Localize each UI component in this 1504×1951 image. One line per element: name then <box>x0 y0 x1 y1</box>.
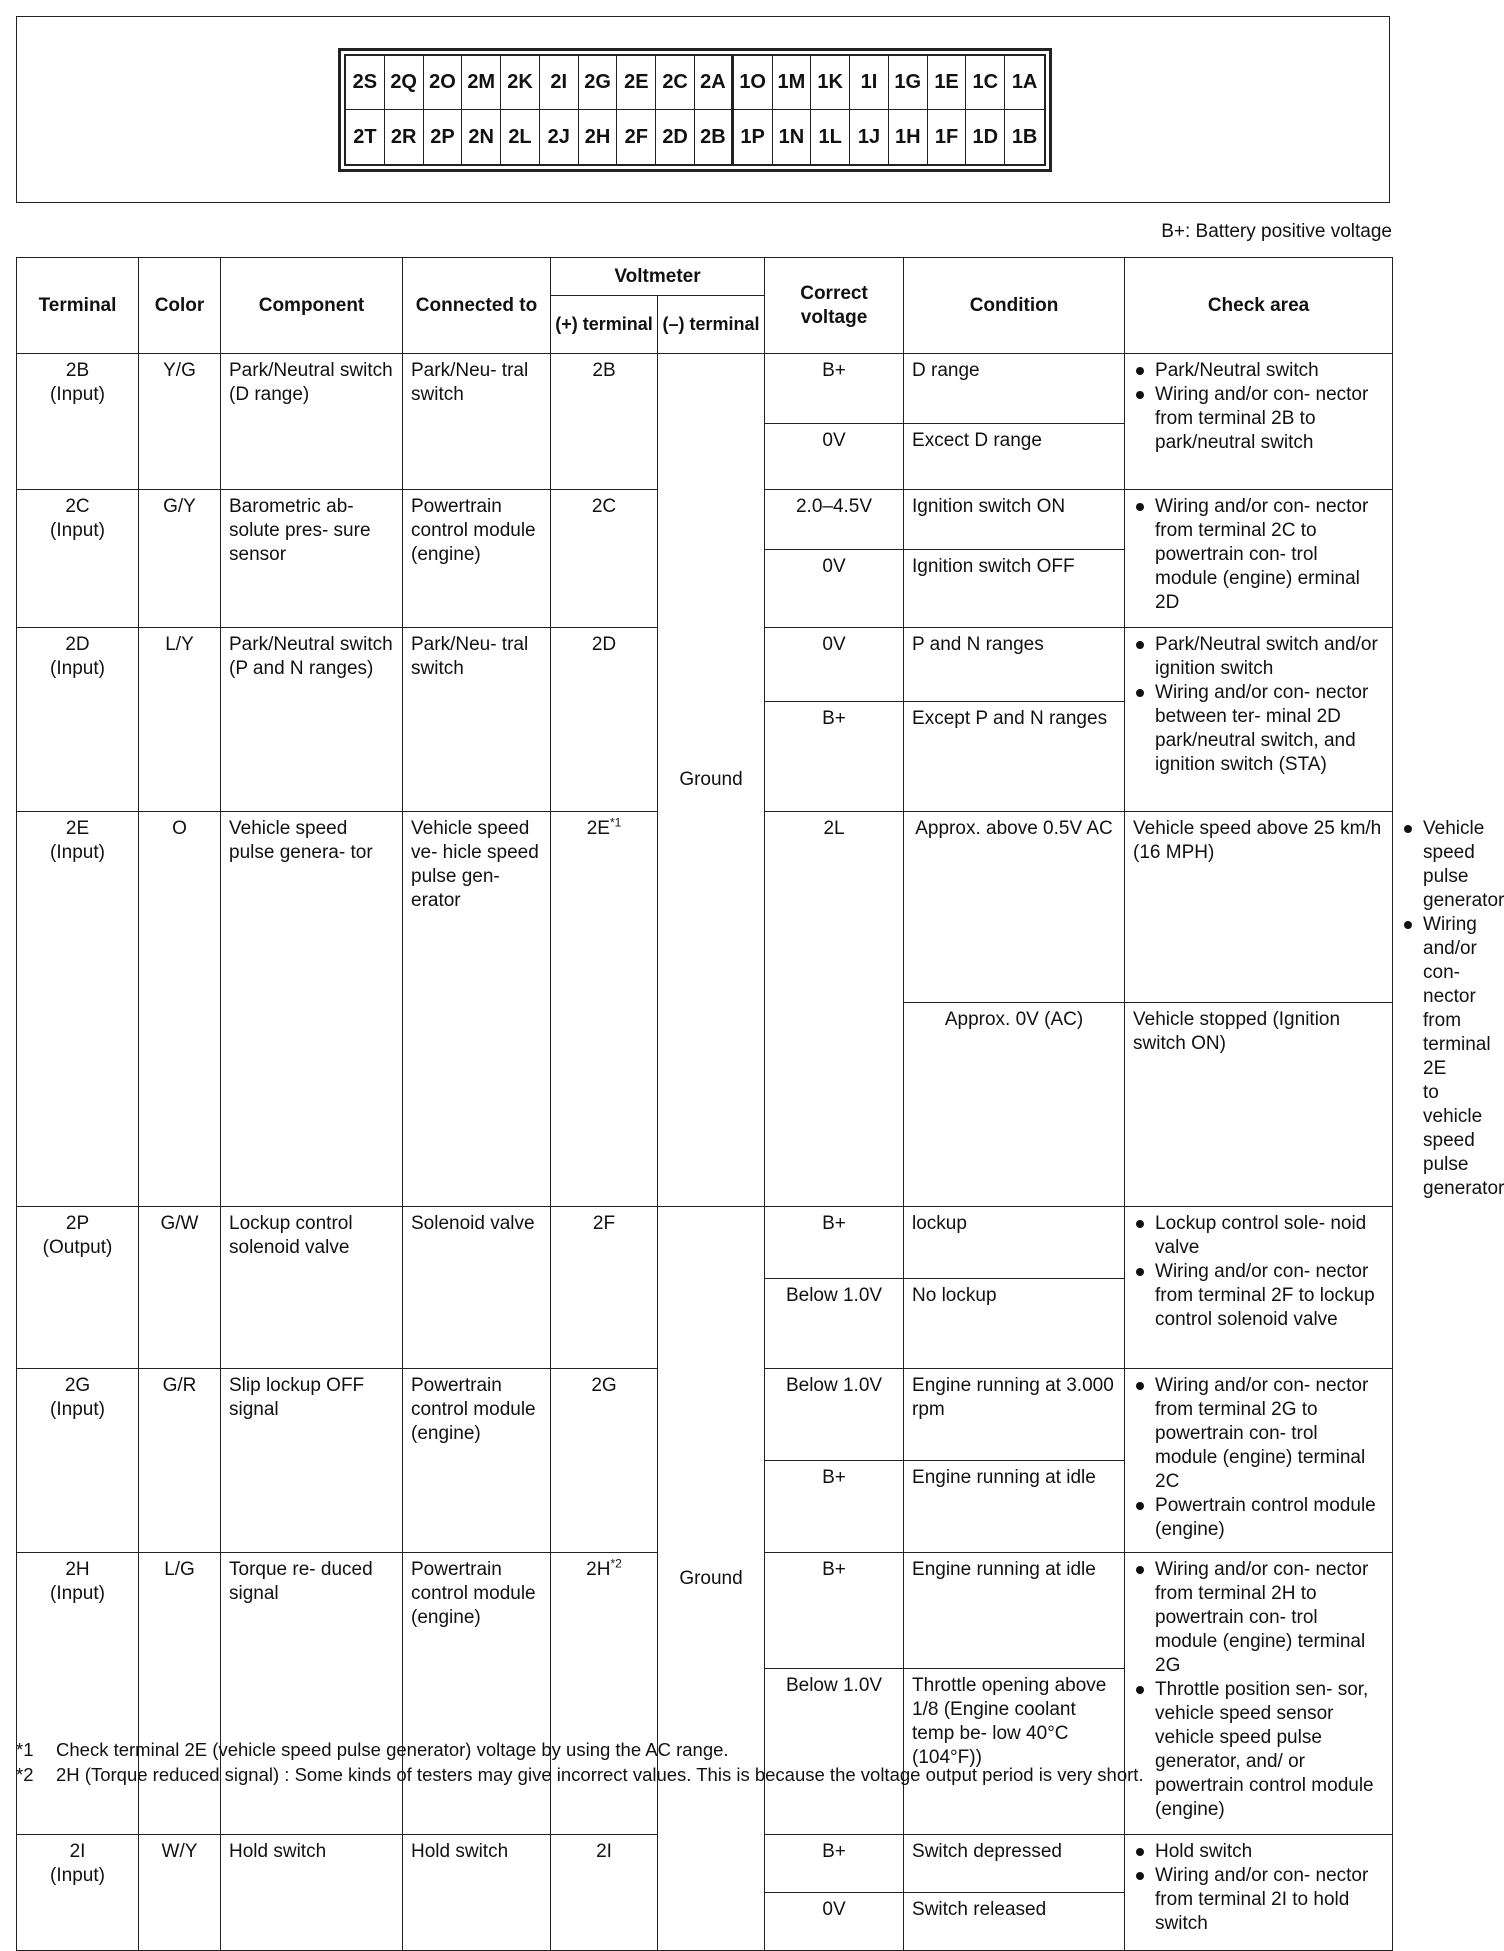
connector-pin: 2B <box>695 110 734 164</box>
connected-to: Powertrain control module (engine) <box>403 1553 551 1835</box>
correct-voltage: Approx. 0V (AC) <box>904 1002 1125 1206</box>
footnote <box>16 1737 1144 1762</box>
check-area <box>1125 1369 1393 1553</box>
footnote-text: Check terminal 2E (vehicle speed pulse generator) voltage by using the AC range. <box>56 1739 729 1760</box>
connector-pin-grid <box>344 54 1046 166</box>
condition: Excect D range <box>904 424 1125 490</box>
footnote-mark: *2 <box>16 1764 34 1785</box>
connector-pin: 2D <box>656 110 695 164</box>
check-list <box>1133 359 1384 455</box>
condition: Except P and N ranges <box>904 702 1125 812</box>
connector-pin: 1B <box>1011 125 1038 148</box>
plus-terminal <box>551 354 658 490</box>
check-item: Hold switch <box>1133 1840 1384 1864</box>
condition: Switch depressed <box>904 1835 1125 1893</box>
condition: Switch released <box>904 1893 1125 1951</box>
terminal-io: (Output) <box>42 1237 113 1258</box>
terminal-cell <box>17 1207 139 1369</box>
wire-color: L/G <box>139 1553 221 1835</box>
correct-voltage: B+ <box>765 1207 904 1279</box>
correct-voltage: Approx. above 0.5V AC <box>904 812 1125 1003</box>
footnotes <box>16 1737 1144 1787</box>
check-area <box>1125 490 1393 628</box>
check-area <box>1125 628 1393 812</box>
correct-voltage: B+ <box>765 1835 904 1893</box>
check-item: Wiring and/or con- nector from terminal 2F to lockup control solenoid valve <box>1133 1260 1384 1332</box>
plus-terminal <box>551 1207 658 1369</box>
connector-pin: 2S <box>346 56 385 110</box>
footnote-ref: *1 <box>609 815 622 830</box>
header-correct-voltage: Correct voltage <box>765 258 904 354</box>
connector-pin: 2H <box>579 110 618 164</box>
correct-voltage: 2.0–4.5V <box>765 490 904 550</box>
check-item: Wiring and/or con- nector from terminal 2C to powertrain con- trol module (engine) erminal 2D <box>1133 495 1384 615</box>
terminal-cell <box>17 490 139 628</box>
condition: Ignition switch ON <box>904 490 1125 550</box>
connector-pin: 2I <box>540 56 579 110</box>
connector-pin: 2E <box>617 56 656 110</box>
condition: Engine running at idle <box>904 1553 1125 1669</box>
terminal-cell <box>17 1835 139 1951</box>
footnote-text: 2H (Torque reduced signal) : Some kinds of testers may give incorrect values. This is because the voltage output period is very short. <box>56 1764 1144 1785</box>
wire-color: G/Y <box>139 490 221 628</box>
connector-pin: 1K <box>811 56 850 110</box>
condition: Ignition switch OFF <box>904 550 1125 628</box>
header-check-area: Check area <box>1125 258 1393 354</box>
plus-terminal-value: 2I <box>596 1841 612 1862</box>
check-area <box>1125 1207 1393 1369</box>
plus-terminal-value: 2C <box>591 496 617 517</box>
condition: lockup <box>904 1207 1125 1279</box>
terminal-io: (Input) <box>50 1583 105 1604</box>
check-item: Wiring and/or con- nector from terminal 2H to powertrain con- trol module (engine) terminal 2G <box>1133 1558 1384 1678</box>
check-list <box>1133 495 1384 615</box>
connector-pin: 1H <box>889 110 928 164</box>
connector-pin: 1P <box>734 110 773 164</box>
connected-to: Powertrain control module (engine) <box>403 490 551 628</box>
check-item: Wiring and/or con- nector from terminal 2B to park/neutral switch <box>1133 383 1384 455</box>
footnote-ref: *2 <box>610 1556 622 1571</box>
terminal-cell <box>17 628 139 812</box>
battery-voltage-note: B+: Battery positive voltage <box>1161 221 1392 242</box>
terminal-cell <box>17 1553 139 1835</box>
correct-voltage: Below 1.0V <box>765 1369 904 1461</box>
terminal-io: (Input) <box>50 384 105 405</box>
component: Lockup control solenoid valve <box>221 1207 403 1369</box>
wire-color: O <box>139 812 221 1207</box>
connector-pin: 1N <box>773 110 812 164</box>
check-area <box>1125 1835 1393 1951</box>
header-minus-terminal: (–) terminal <box>658 296 765 354</box>
correct-voltage: B+ <box>765 354 904 424</box>
terminal-io: (Input) <box>50 1865 105 1886</box>
table-row <box>17 354 1393 424</box>
terminal-id: 2D <box>65 634 90 655</box>
wire-color: G/R <box>139 1369 221 1553</box>
wire-color: G/W <box>139 1207 221 1369</box>
correct-voltage: Below 1.0V <box>765 1279 904 1369</box>
component: Torque re- duced signal <box>221 1553 403 1835</box>
check-item: Powertrain control module (engine) <box>1133 1494 1384 1542</box>
check-list <box>1133 1840 1384 1936</box>
check-item: Park/Neutral switch and/or ignition switch <box>1133 633 1384 681</box>
check-list <box>1133 1212 1384 1332</box>
connector-pin: 2J <box>540 110 579 164</box>
connector-pin: 1D <box>966 110 1005 164</box>
plus-terminal-value: 2H <box>586 1559 611 1580</box>
terminal-id: 2B <box>65 360 90 381</box>
plus-terminal <box>551 490 658 628</box>
connector-pin: 1E <box>928 56 967 110</box>
connector-pin: 1M <box>773 56 812 110</box>
terminal-io: (Input) <box>50 1399 105 1420</box>
check-list <box>1133 1374 1384 1542</box>
component: Park/Neutral switch (D range) <box>221 354 403 490</box>
correct-voltage: Below 1.0V <box>765 1669 904 1835</box>
terminal-id: 2G <box>64 1375 91 1396</box>
header-color: Color <box>139 258 221 354</box>
check-item: Wiring and/or con- nector between ter- minal 2D park/neutral switch, and ignition switch (STA) <box>1133 681 1384 777</box>
check-item: Vehicle speed pulse generator <box>1401 817 1423 913</box>
terminal-cell <box>17 1369 139 1553</box>
connected-to: Park/Neu- tral switch <box>403 628 551 812</box>
component: Barometric ab- solute pres- sure sensor <box>221 490 403 628</box>
connected-to: Solenoid valve <box>403 1207 551 1369</box>
minus-terminal-ground: Ground <box>658 1207 765 1951</box>
plus-terminal-value: 2D <box>591 634 617 655</box>
check-area <box>1125 1553 1393 1835</box>
correct-voltage: 0V <box>765 550 904 628</box>
terminal-id: 2I <box>69 1841 86 1862</box>
connector-pin: 2N <box>462 110 501 164</box>
condition: Throttle opening above 1/8 (Engine coolant temp be- low 40°C (104°F)) <box>904 1669 1125 1835</box>
connector-pin: 1C <box>966 56 1005 110</box>
check-item: Wiring and/or con- nector from terminal 2G to powertrain con- trol module (engine) terminal 2C <box>1133 1374 1384 1494</box>
connector-pin: 1J <box>850 110 889 164</box>
check-list <box>1133 1558 1384 1822</box>
connector-pin: 2G <box>579 56 618 110</box>
correct-voltage: B+ <box>765 702 904 812</box>
plus-terminal-value: 2B <box>592 360 616 381</box>
connector-pin: 2L <box>501 110 540 164</box>
header-connected-to: Connected to <box>403 258 551 354</box>
connector-pin: 1A <box>1005 56 1044 110</box>
header-component: Component <box>221 258 403 354</box>
check-item: Lockup control sole- noid valve <box>1133 1212 1384 1260</box>
header-voltmeter: Voltmeter <box>551 258 765 296</box>
plus-terminal-value: 2E <box>586 818 610 839</box>
connector-pin: 2F <box>617 110 656 164</box>
plus-terminal-value: 2G <box>591 1375 617 1396</box>
terminal-io: (Input) <box>50 842 105 863</box>
connector-pin: 2K <box>501 56 540 110</box>
condition: Engine running at idle <box>904 1461 1125 1553</box>
condition: Engine running at 3.000 rpm <box>904 1369 1125 1461</box>
connected-to: Hold switch <box>403 1835 551 1951</box>
table-row <box>17 1207 1393 1279</box>
terminal-cell <box>17 812 139 1207</box>
check-item: Wiring and/or con- nector from terminal 2E to vehicle speed pulse generator <box>1401 913 1423 1201</box>
plus-terminal-value: 2F <box>592 1213 616 1234</box>
connector-pin: 1I <box>850 56 889 110</box>
check-item: Wiring and/or con- nector from terminal 2I to hold switch <box>1133 1864 1384 1936</box>
connector-diagram <box>338 48 1052 172</box>
connector-pin: 2Q <box>385 56 424 110</box>
plus-terminal <box>551 812 658 1207</box>
minus-terminal: 2L <box>765 812 904 1207</box>
connector-pin: 2T <box>346 110 385 164</box>
correct-voltage: B+ <box>765 1461 904 1553</box>
wire-color: W/Y <box>139 1835 221 1951</box>
terminal-id: 2P <box>65 1213 90 1234</box>
condition: Vehicle speed above 25 km/h (16 MPH) <box>1125 812 1393 1003</box>
plus-terminal <box>551 1369 658 1553</box>
condition: D range <box>904 354 1125 424</box>
plus-terminal <box>551 1553 658 1835</box>
minus-terminal-ground: Ground <box>658 354 765 1207</box>
connector-pin: 1O <box>734 56 773 110</box>
terminal-id: 2E <box>65 818 90 839</box>
correct-voltage: 0V <box>765 628 904 702</box>
terminal-io: (Input) <box>50 658 105 679</box>
condition: No lockup <box>904 1279 1125 1369</box>
connector-pin: 1F <box>928 110 967 164</box>
check-item: Park/Neutral switch <box>1133 359 1384 383</box>
check-area <box>1125 354 1393 490</box>
condition: P and N ranges <box>904 628 1125 702</box>
correct-voltage: B+ <box>765 1553 904 1669</box>
connector-pin: 2P <box>424 110 463 164</box>
component: Vehicle speed pulse genera- tor <box>221 812 403 1207</box>
plus-terminal <box>551 1835 658 1951</box>
terminal-id: 2H <box>65 1559 90 1580</box>
header-plus-terminal: (+) terminal <box>551 296 658 354</box>
wire-color: Y/G <box>139 354 221 490</box>
header-condition: Condition <box>904 258 1125 354</box>
connector-pin: 2M <box>462 56 501 110</box>
check-list <box>1133 633 1384 777</box>
component: Slip lockup OFF signal <box>221 1369 403 1553</box>
connector-pin: 2R <box>385 110 424 164</box>
wire-color: L/Y <box>139 628 221 812</box>
footnote <box>16 1762 1144 1787</box>
terminal-id: 2C <box>65 496 90 517</box>
correct-voltage: 0V <box>765 1893 904 1951</box>
footnote-mark: *1 <box>16 1739 34 1760</box>
check-item: Throttle position sen- sor, vehicle speed sensor vehicle speed pulse generator, and/ or powertrain control module (engine) <box>1133 1678 1384 1822</box>
condition: Vehicle stopped (Ignition switch ON) <box>1125 1002 1393 1206</box>
connector-pin: 2C <box>656 56 695 110</box>
terminal-cell <box>17 354 139 490</box>
connector-pin: 1L <box>811 110 850 164</box>
connected-to: Powertrain control module (engine) <box>403 1369 551 1553</box>
plus-terminal <box>551 628 658 812</box>
terminal-check-table <box>16 257 1504 1951</box>
connected-to: Vehicle speed ve- hicle speed pulse gen- erator <box>403 812 551 1207</box>
correct-voltage: 0V <box>765 424 904 490</box>
connector-pin: 1G <box>889 56 928 110</box>
component: Park/Neutral switch (P and N ranges) <box>221 628 403 812</box>
terminal-io: (Input) <box>50 520 105 541</box>
header-terminal: Terminal <box>17 258 139 354</box>
connector-pin: 2A <box>695 56 734 110</box>
connected-to: Park/Neu- tral switch <box>403 354 551 490</box>
connector-pin: 2O <box>424 56 463 110</box>
component: Hold switch <box>221 1835 403 1951</box>
